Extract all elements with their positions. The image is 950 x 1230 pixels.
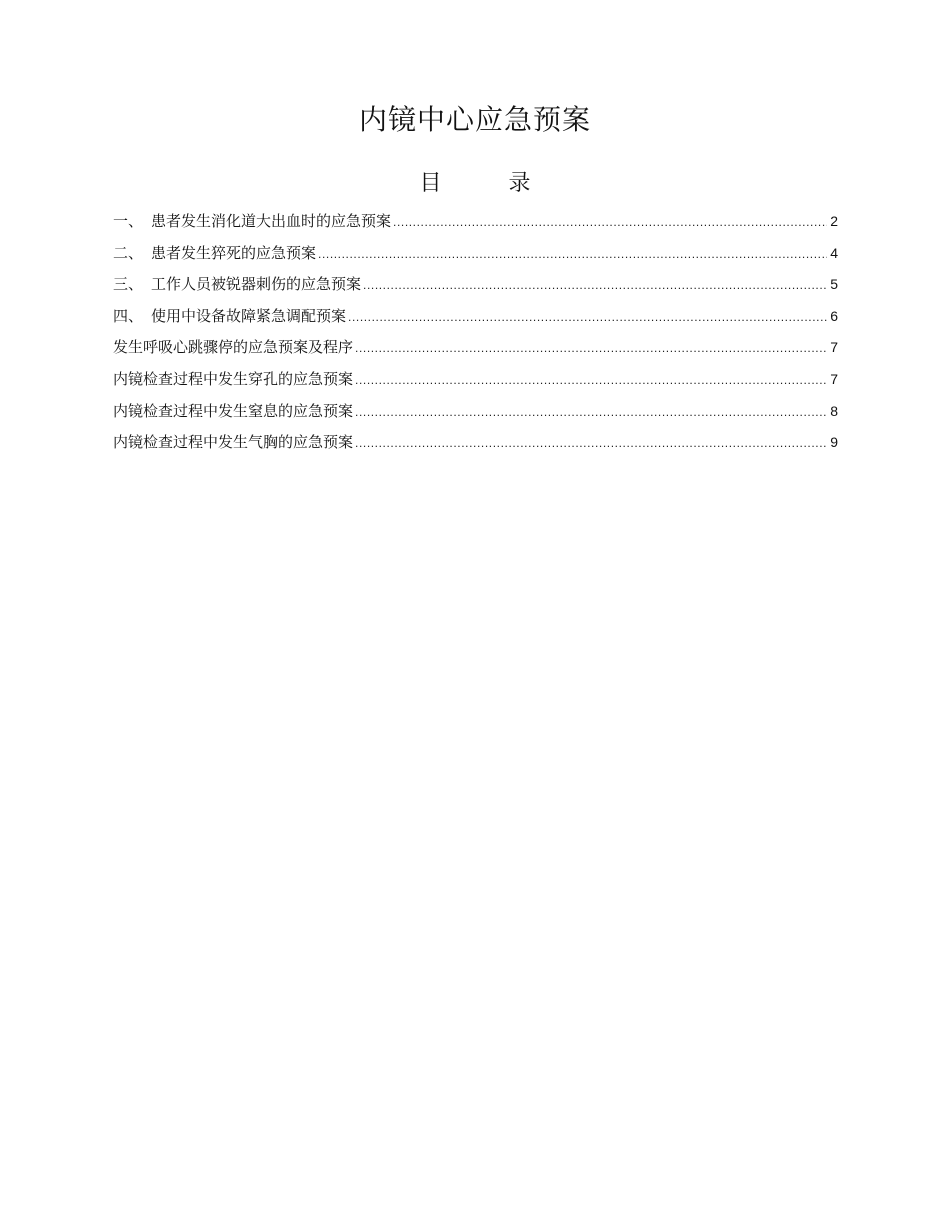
toc-dot-leader	[355, 365, 827, 397]
toc-dot-leader	[355, 428, 827, 460]
toc-entry-title: 内镜检查过程中发生穿孔的应急预案	[113, 369, 354, 388]
toc-entry[interactable]	[113, 332, 838, 364]
toc-heading: 目 录	[419, 171, 561, 196]
toc-dot-leader	[348, 302, 827, 334]
toc-entry-number: 二、	[113, 243, 144, 262]
toc-dot-leader	[355, 397, 827, 429]
toc-entry-page: 8	[830, 402, 838, 419]
toc-entry-title: 患者发生消化道大出血时的应急预案	[151, 212, 392, 230]
toc-entry-page: 4	[830, 244, 838, 261]
toc-entry-title: 内镜检查过程中发生窒息的应急预案	[113, 401, 354, 420]
toc-dot-leader	[393, 207, 827, 239]
toc-dot-leader	[355, 333, 827, 365]
toc-entry-page: 9	[830, 434, 838, 451]
toc-entry[interactable]	[113, 238, 838, 270]
toc-entry-page: 7	[830, 339, 838, 356]
toc-entry-title: 发生呼吸心跳骤停的应急预案及程序	[113, 338, 354, 357]
toc-dot-leader	[363, 270, 827, 302]
toc-entry-title: 使用中设备故障紧急调配预案	[151, 306, 347, 325]
toc-entry[interactable]	[113, 206, 838, 238]
toc-entry-page: 2	[830, 213, 838, 229]
toc-entry[interactable]	[113, 427, 838, 459]
toc-entry[interactable]	[113, 301, 838, 333]
toc-entry-title: 工作人员被锐器刺伤的应急预案	[151, 275, 362, 294]
toc-entry[interactable]	[113, 364, 838, 396]
toc-entry-number: 一、	[113, 212, 144, 230]
toc-entry-page: 5	[830, 276, 838, 293]
toc-entry-number: 三、	[113, 275, 144, 294]
toc-entry-title: 患者发生猝死的应急预案	[151, 243, 317, 262]
toc-entry[interactable]	[113, 396, 838, 428]
toc-dot-leader	[318, 239, 827, 271]
toc-entry[interactable]	[113, 269, 838, 301]
toc-entry-page: 6	[830, 307, 838, 324]
toc-entry-title: 内镜检查过程中发生气胸的应急预案	[113, 433, 354, 452]
document-title: 内镜中心应急预案	[358, 103, 591, 136]
table-of-contents	[113, 206, 838, 459]
toc-entry-page: 7	[830, 370, 838, 387]
toc-entry-number: 四、	[113, 306, 144, 325]
